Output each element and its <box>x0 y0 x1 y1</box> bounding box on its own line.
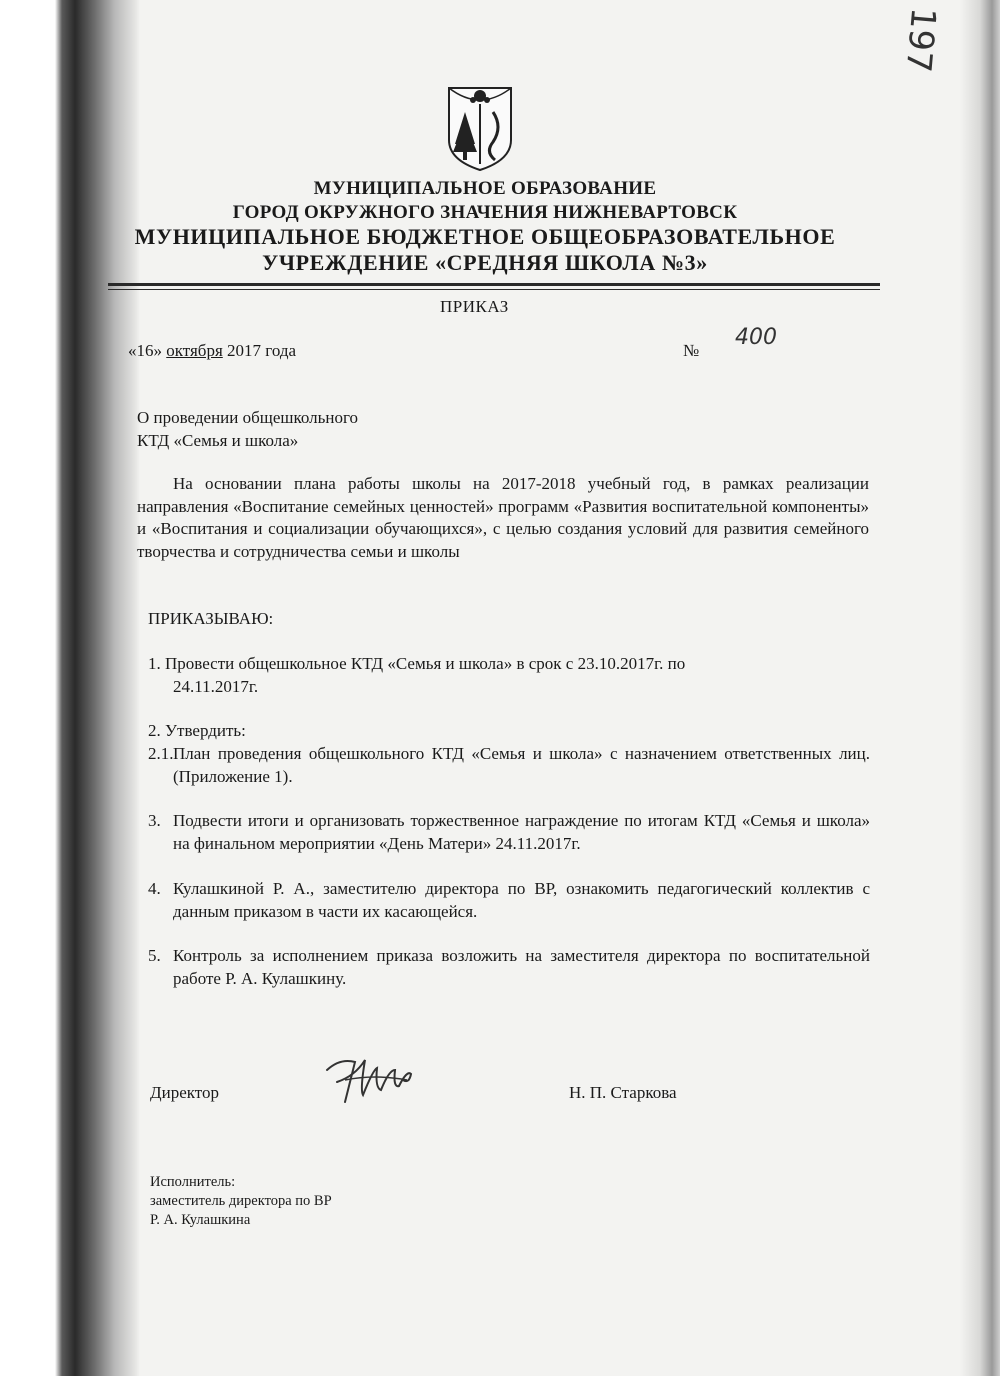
city-coat-of-arms <box>445 82 515 172</box>
scan-edge <box>960 0 1000 1376</box>
header-rule <box>108 283 880 286</box>
item-number: 4. <box>148 879 161 898</box>
executor-name: Р. А. Кулашкина <box>150 1212 251 1228</box>
item-number: 2.1. <box>148 744 174 763</box>
date-year: 2017 года <box>227 341 297 360</box>
order-item-3 <box>148 810 870 855</box>
item-text <box>148 743 870 788</box>
order-item-2-1 <box>148 743 870 788</box>
order-preamble: На основании плана работы школы на 2017-2018 учебный год, в рамках реализации направления «Воспитание семейных ценностей» программ «Развития воспитательной компоненты» и «Воспитания и социализации обучающихся», с целью создания условий для развития семейного творчества и сотрудничества семьи и школы <box>137 474 869 561</box>
handwritten-page-note: 197 <box>897 5 944 75</box>
header-institution: МУНИЦИПАЛЬНОЕ БЮДЖЕТНОЕ ОБЩЕОБРАЗОВАТЕЛЬНОЕ <box>134 224 836 249</box>
header-city: ГОРОД ОКРУЖНОГО ЗНАЧЕНИЯ НИЖНЕВАРТОВСК <box>232 202 738 223</box>
order-decree-word: ПРИКАЗЫВАЮ: <box>148 609 274 628</box>
document-title: ПРИКАЗ <box>440 297 509 316</box>
order-number-handwritten: 400 <box>735 325 777 350</box>
order-number-label: № <box>683 341 700 360</box>
order-subject-line2: КТД «Семья и школа» <box>137 431 299 450</box>
executor-label: Исполнитель: <box>150 1174 236 1190</box>
item-number: 5. <box>148 946 161 965</box>
order-item-2 <box>148 720 870 743</box>
handwritten-signature <box>315 1040 425 1115</box>
order-item-1-cont: 24.11.2017г. <box>173 677 259 696</box>
executor-position: заместитель директора по ВР <box>150 1193 332 1209</box>
item-number: 2. <box>148 721 161 740</box>
item-number: 1. <box>148 654 161 673</box>
signatory-name: Н. П. Старкова <box>569 1083 677 1102</box>
header-rule-thin <box>108 289 880 290</box>
item-number: 3. <box>148 811 161 830</box>
item-text-content: План проведения общешкольного КТД «Семья и школа» с назначением ответственных лиц. (Приложение 1). <box>173 744 870 786</box>
item-text: Провести общешкольное КТД «Семья и школа» в срок с 23.10.2017г. по <box>165 654 686 673</box>
header-institution-name: УЧРЕЖДЕНИЕ «СРЕДНЯЯ ШКОЛА №3» <box>262 250 708 275</box>
order-item-5 <box>148 945 870 990</box>
item-text: Утвердить: <box>165 721 246 740</box>
order-item-4 <box>148 878 870 923</box>
order-item-1 <box>148 653 870 676</box>
order-subject-line1: О проведении общешкольного <box>137 408 359 427</box>
date-day: «16» <box>128 341 162 360</box>
date-month: октября <box>166 341 223 360</box>
header-municipality: МУНИЦИПАЛЬНОЕ ОБРАЗОВАНИЕ <box>313 178 657 199</box>
item-text: Контроль за исполнением приказа возложить на заместителя директора по воспитательной работе Р. А. Кулашкину. <box>173 946 870 988</box>
item-text: Подвести итоги и организовать торжественное награждение по итогам КТД «Семья и школа» на финальном мероприятии «День Матери» 24.11.2017г. <box>173 811 870 853</box>
item-text: Кулашкиной Р. А., заместителю директора по ВР, ознакомить педагогический коллектив с данным приказом в части их касающейся. <box>173 879 870 921</box>
order-date <box>128 340 296 363</box>
signatory-role: Директор <box>150 1083 219 1102</box>
